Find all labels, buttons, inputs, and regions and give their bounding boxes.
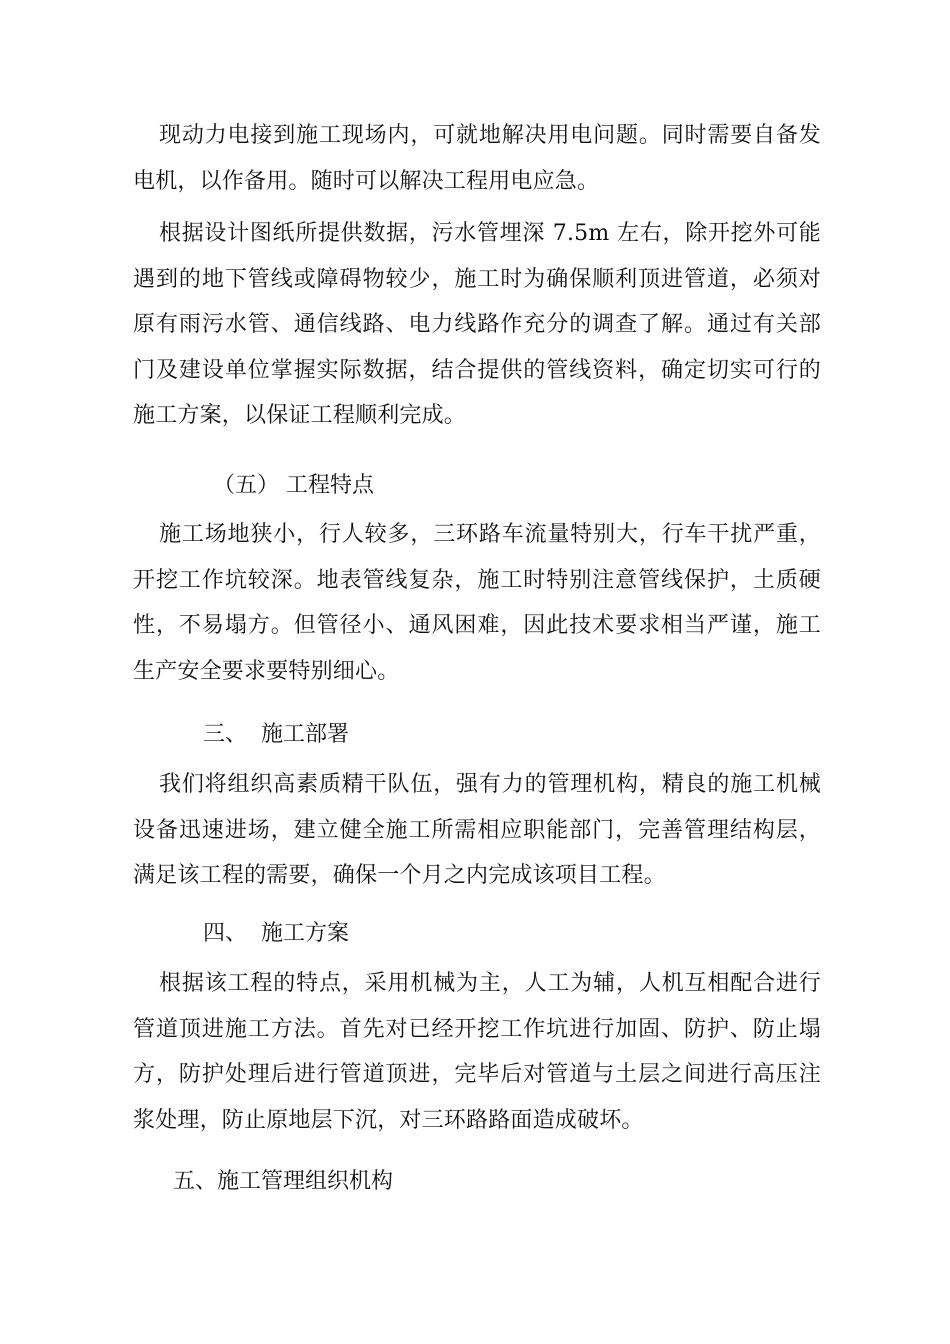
heading-project-features: （五） 工程特点 (213, 473, 374, 498)
paragraph-construction-deployment: 我们将组织高素质精干队伍，强有力的管理机构，精良的施工机械设备迅速进场，建立健全施工所需相应职能部门，完善管理结构层，满足该工程的需要，确保一个月之内完成该项目工程。 (133, 772, 821, 888)
paragraph-power-supply: 现动力电接到施工现场内，可就地解决用电问题。同时需要自备发电机，以作备用。随时可以解决工程用电应急。 (133, 123, 821, 194)
heading-construction-deployment: 三、 施工部署 (203, 722, 349, 747)
paragraph-project-features: 施工场地狭小，行人较多，三环路车流量特别大，行车干扰严重，开挖工作坑较深。地表管线复杂，施工时特别注意管线保护，土质硬性，不易塌方。但管径小、通风困难，因此技术要求相当严谨，施工生产安全要求要特别细心。 (133, 522, 821, 684)
heading-construction-plan: 四、 施工方案 (203, 921, 349, 946)
paragraph-construction-plan: 根据该工程的特点，采用机械为主，人工为辅，人机互相配合进行管道顶进施工方法。首先对已经开挖工作坑进行加固、防护、防止塌方，防护处理后进行管道顶进，完毕后对管道与土层之间进行高压注浆处理，防止原地层下沉，对三环路路面造成破坏。 (133, 971, 821, 1133)
heading-management-organization: 五、施工管理组织机构 (173, 1169, 394, 1194)
paragraph-pipeline-survey: 根据设计图纸所提供数据，污水管埋深 7.5m 左右，除开挖外可能遇到的地下管线或障碍物较少，施工时为确保顺利顶进管道，必须对原有雨污水管、通信线路、电力线路作充分的调查了解。通过有关部门及建设单位掌握实际数据，结合提供的管线资料，确定切实可行的施工方案，以保证工程顺利完成。 (133, 221, 821, 428)
